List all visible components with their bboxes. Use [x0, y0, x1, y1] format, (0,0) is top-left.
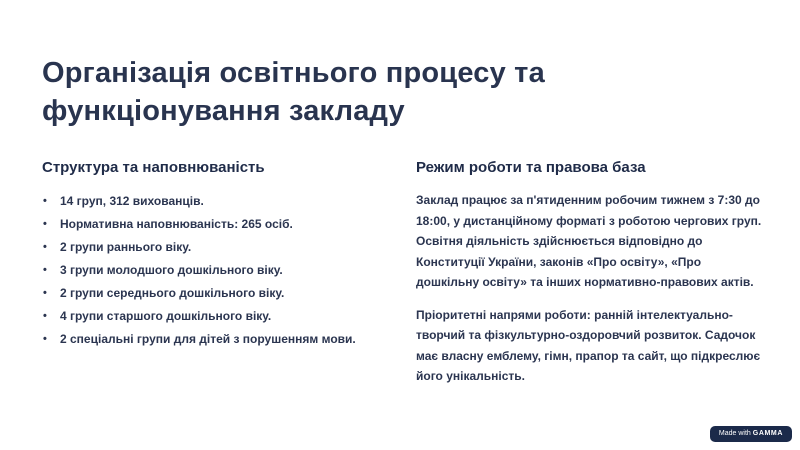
structure-list	[42, 190, 392, 351]
made-with-gamma-badge[interactable]	[710, 426, 792, 442]
list-item: • 14 груп, 312 вихованців.	[42, 190, 392, 213]
schedule-heading: Режим роботи та правова база	[416, 159, 646, 176]
badge-prefix: Made with	[718, 430, 751, 437]
gamma-logo-text: GAMMA	[752, 430, 783, 437]
list-item: • 4 групи старшого дошкільного віку.	[42, 305, 392, 328]
list-item: • 2 групи середнього дошкільного віку.	[42, 282, 392, 305]
priorities-paragraph: Пріоритетні напрями роботи: ранній інтелектуально-творчий та фізкультурно-оздоровчий розвиток. Садочок має власну емблему, гімн, прапор та сайт, що підкреслює його унікальність.	[416, 307, 761, 383]
slide-title-line-2: функціонування закладу	[42, 95, 405, 127]
list-item: • Нормативна наповнюваність: 265 осіб.	[42, 213, 392, 236]
list-item: • 3 групи молодшого дошкільного віку.	[42, 259, 392, 282]
list-item: • 2 спеціальні групи для дітей з порушенням мови.	[42, 328, 392, 351]
list-item: • 2 групи раннього віку.	[42, 236, 392, 259]
slide-title-line-1: Організація освітнього процесу та	[42, 57, 545, 89]
schedule-column	[416, 158, 766, 387]
structure-heading: Структура та наповнюваність	[42, 159, 265, 176]
structure-column	[42, 158, 392, 351]
slide-title	[42, 54, 742, 130]
schedule-paragraph: Заклад працює за п'ятиденним робочим тижнем з 7:30 до 18:00, у дистанційному форматі з роботою чергових груп. Освітня діяльність здійснюється відповідно до Конституції України, законів «Про освіту», «Про дошкільну освіту» та інших нормативно-правових актів.	[416, 193, 762, 289]
